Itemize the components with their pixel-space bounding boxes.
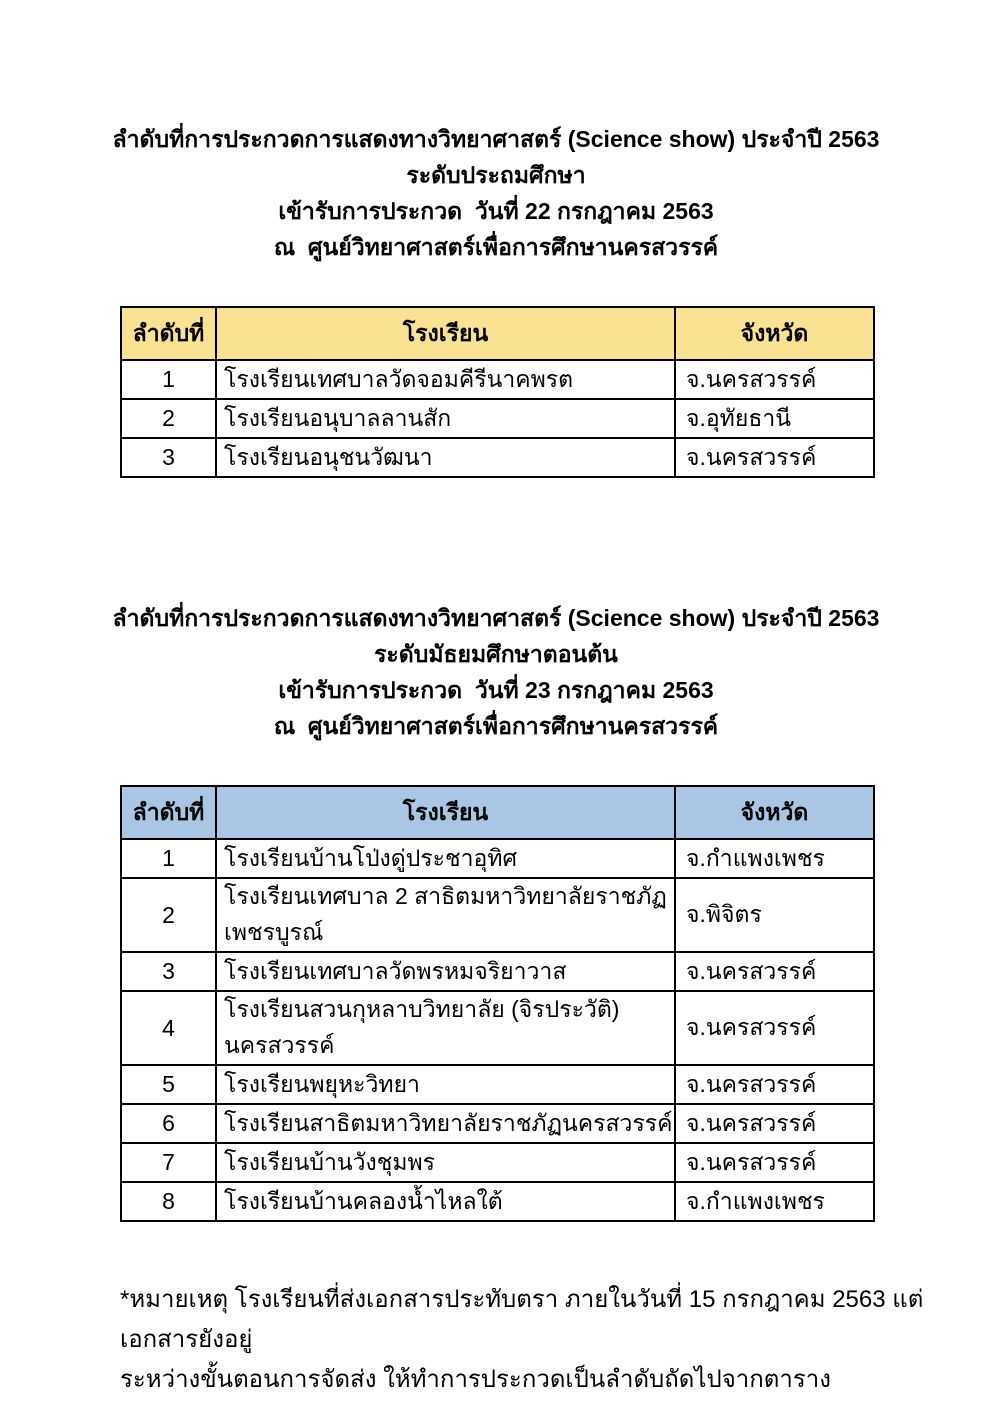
row-index: 2 (121, 878, 216, 952)
school-name: โรงเรียนสวนกุหลาบวิทยาลัย (จิรประวัติ) นครสวรรค์ (216, 991, 675, 1065)
row-index: 4 (121, 991, 216, 1065)
table-row (121, 839, 874, 878)
row-index: 1 (121, 360, 216, 399)
table-row (121, 878, 874, 952)
province-name: จ.กำแพงเพชร (675, 839, 874, 878)
row-index: 3 (121, 438, 216, 477)
title-line-level: ระดับมัธยมศึกษาตอนต้น (374, 641, 618, 667)
column-header-province: จังหวัด (675, 307, 874, 360)
column-header-school: โรงเรียน (216, 307, 675, 360)
table-row (121, 360, 874, 399)
column-header-province: จังหวัด (675, 786, 874, 839)
school-name: โรงเรียนบ้านคลองน้ำไหลใต้ (216, 1182, 675, 1221)
table-header-row (121, 307, 874, 360)
title-line-contest: ลำดับที่การประกวดการแสดงทางวิทยาศาสตร์ (Science show) ประจำปี 2563 (112, 126, 880, 152)
table-row (121, 438, 874, 477)
row-index: 6 (121, 1104, 216, 1143)
row-index: 1 (121, 839, 216, 878)
column-header-index: ลำดับที่ (121, 786, 216, 839)
primary-section-title (0, 0, 992, 265)
footnote-line: *หมายเหตุ โรงเรียนที่ส่งเอกสารประทับตรา ภายในวันที่ 15 กรกฎาคม 2563 แต่เอกสารยังอยู่ (120, 1286, 924, 1353)
row-index: 5 (121, 1065, 216, 1104)
province-name: จ.พิจิตร (675, 878, 874, 952)
table-row (121, 399, 874, 438)
row-index: 8 (121, 1182, 216, 1221)
table-row (121, 1104, 874, 1143)
province-name: จ.นครสวรรค์ (675, 1104, 874, 1143)
secondary-level-table (120, 785, 875, 1222)
title-line-date: เข้ารับการประกวด วันที่ 23 กรกฎาคม 2563 (278, 677, 714, 703)
school-name: โรงเรียนเทศบาลวัดพรหมจริยาวาส (216, 952, 675, 991)
row-index: 2 (121, 399, 216, 438)
title-line-level: ระดับประถมศึกษา (406, 162, 586, 188)
school-name: โรงเรียนบ้านวังชุมพร (216, 1143, 675, 1182)
table-row (121, 1065, 874, 1104)
row-index: 3 (121, 952, 216, 991)
column-header-index: ลำดับที่ (121, 307, 216, 360)
province-name: จ.อุทัยธานี (675, 399, 874, 438)
province-name: จ.นครสวรรค์ (675, 360, 874, 399)
province-name: จ.นครสวรรค์ (675, 991, 874, 1065)
province-name: จ.นครสวรรค์ (675, 1065, 874, 1104)
title-line-venue: ณ ศูนย์วิทยาศาสตร์เพื่อการศึกษานครสวรรค์ (273, 234, 719, 260)
school-name: โรงเรียนอนุชนวัฒนา (216, 438, 675, 477)
province-name: จ.นครสวรรค์ (675, 438, 874, 477)
table-row (121, 1182, 874, 1221)
table-row (121, 952, 874, 991)
secondary-section-title (0, 478, 992, 744)
title-line-date: เข้ารับการประกวด วันที่ 22 กรกฎาคม 2563 (278, 198, 714, 224)
row-index: 7 (121, 1143, 216, 1182)
province-name: จ.กำแพงเพชร (675, 1182, 874, 1221)
primary-level-table (120, 306, 875, 478)
table-header-row (121, 786, 874, 839)
province-name: จ.นครสวรรค์ (675, 1143, 874, 1182)
table-row (121, 1143, 874, 1182)
school-name: โรงเรียนบ้านโป่งดู่ประชาอุทิศ (216, 839, 675, 878)
province-name: จ.นครสวรรค์ (675, 952, 874, 991)
school-name: โรงเรียนสาธิตมหาวิทยาลัยราชภัฏนครสวรรค์ (216, 1104, 675, 1143)
footnote-line: ระหว่างขั้นตอนการจัดส่ง ให้ทำการประกวดเป็นลำดับถัดไปจากตาราง (120, 1366, 831, 1393)
school-name: โรงเรียนพยุหะวิทยา (216, 1065, 675, 1104)
school-name: โรงเรียนอนุบาลลานสัก (216, 399, 675, 438)
title-line-venue: ณ ศูนย์วิทยาศาสตร์เพื่อการศึกษานครสวรรค์ (273, 713, 719, 739)
table-row (121, 991, 874, 1065)
column-header-school: โรงเรียน (216, 786, 675, 839)
school-name: โรงเรียนเทศบาล 2 สาธิตมหาวิทยาลัยราชภัฏเพชรบูรณ์ (216, 878, 675, 952)
school-name: โรงเรียนเทศบาลวัดจอมคีรีนาคพรต (216, 360, 675, 399)
footnote (120, 1280, 930, 1400)
title-line-contest: ลำดับที่การประกวดการแสดงทางวิทยาศาสตร์ (Science show) ประจำปี 2563 (112, 605, 880, 631)
